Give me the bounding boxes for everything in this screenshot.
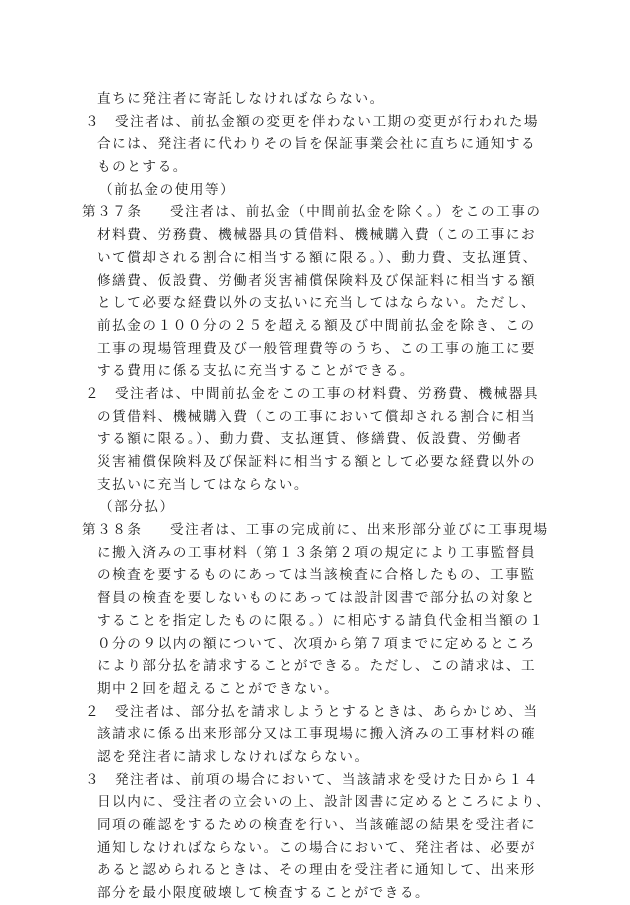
paragraph-text: 受注者は、中間前払金をこの工事の材料費、労務費、機械器具 — [115, 385, 540, 402]
continuation-text: いて償却される割合に相当する額に限る。）、動力費、支払運賃、 — [97, 249, 538, 266]
continuation-line — [0, 156, 630, 179]
paragraph-number: ２ — [85, 703, 101, 720]
article-number: 第３７条 — [82, 204, 143, 221]
article-first-line — [0, 519, 630, 542]
continuation-line — [0, 133, 630, 156]
paragraph-text: 受注者は、前払金額の変更を伴わない工期の変更が行われた場 — [115, 113, 540, 130]
continuation-line — [0, 292, 630, 315]
continuation-line — [0, 655, 630, 678]
continuation-line — [0, 746, 630, 769]
continuation-text: の検査を要するものにあっては当該検査に合格したもの、工事監 — [97, 567, 536, 584]
paragraph-first-line — [0, 769, 630, 792]
paragraph-number: ２ — [85, 385, 101, 402]
continuation-line — [0, 315, 630, 338]
continuation-text: 災害補償保険料及び保証料に相当する額として必要な経費以外の — [97, 454, 537, 470]
continuation-text: の賃借料、機械購入費（この工事において償却される割合に相当 — [97, 408, 537, 425]
continuation-line — [0, 360, 630, 383]
continuation-text: 合には、発注者に代わりその旨を保証事業会社に直ちに通知する — [97, 136, 537, 153]
continuation-text: 修繕費、仮設費、労働者災害補償保険料及び保証料に相当する額 — [97, 272, 537, 289]
continuation-text: 該請求に係る出来形部分又は工事現場に搬入済みの工事材料の確 — [97, 726, 537, 743]
continuation-line — [0, 338, 630, 361]
continuation-text: 前払金の１００分の２５を超える額及び中間前払金を除き、この — [97, 317, 536, 334]
continuation-line — [0, 451, 630, 474]
article-text: 受注者は、工事の完成前に、出来形部分並びに工事現場 — [170, 522, 549, 539]
continuation-text: 支払いに充当してはならない。 — [97, 476, 310, 493]
continuation-line — [0, 406, 630, 429]
continuation-line — [0, 428, 630, 451]
continuation-text: 通知しなければならない。この場合において、発注者は、必要が — [97, 839, 536, 856]
article-caption — [0, 496, 630, 519]
paragraph-text: 受注者は、部分払を請求しようとするときは、あらかじめ、当 — [115, 703, 539, 720]
continuation-line — [0, 814, 630, 837]
continuation-text: する額に限る。）、動力費、支払運賃、修繕費、仮設費、労働者 — [97, 431, 523, 448]
continuation-text: 工事の現場管理費及び一般管理費等のうち、この工事の施工に要 — [97, 340, 537, 357]
continuation-text: に搬入済みの工事材料（第１３条第２項の規定により工事監督員 — [97, 544, 537, 561]
paragraph-text: 発注者は、前項の場合において、当該請求を受けた日から１４ — [115, 771, 539, 788]
article-caption — [0, 179, 630, 202]
contract-text-body — [0, 88, 630, 905]
paragraph-number: ３ — [85, 771, 101, 788]
continuation-text: 期中２回を超えることができない。 — [97, 680, 340, 697]
continuation-text: 日以内に、受注者の立会いの上、設計図書に定めるところにより、 — [97, 794, 552, 811]
article-caption-text: （前払金の使用等） — [99, 181, 236, 198]
paragraph-number: ３ — [85, 113, 101, 130]
article-number: 第３８条 — [82, 522, 143, 539]
continuation-text: 材料費、労務費、機械器具の賃借料、機械購入費（この工事にお — [97, 227, 537, 244]
continuation-line — [0, 587, 630, 610]
continuation-line — [0, 633, 630, 656]
continuation-line — [0, 88, 630, 111]
paragraph-first-line — [0, 383, 630, 406]
continuation-text: あると認められるときは、その理由を受注者に通知して、出来形 — [97, 862, 536, 879]
continuation-line — [0, 564, 630, 587]
continuation-line — [0, 837, 630, 860]
continuation-line — [0, 247, 630, 270]
continuation-text: 認を発注者に請求しなければならない。 — [97, 748, 370, 765]
continuation-line — [0, 542, 630, 565]
continuation-text: 直ちに発注者に寄託しなければならない。 — [97, 91, 385, 107]
continuation-text: する費用に係る支払に充当することができる。 — [97, 363, 416, 380]
continuation-text: により部分払を請求することができる。ただし、この請求は、工 — [97, 658, 537, 675]
paragraph-first-line — [0, 111, 630, 134]
continuation-line — [0, 882, 630, 905]
continuation-line — [0, 791, 630, 814]
continuation-text: ものとする。 — [97, 159, 188, 176]
continuation-text: として必要な経費以外の支払いに充当してはならない。ただし、 — [97, 295, 537, 312]
continuation-line — [0, 723, 630, 746]
continuation-text: ０分の９以内の額について、次項から第７項までに定めるところ — [97, 635, 536, 652]
continuation-line — [0, 474, 630, 497]
continuation-text: 部分を最小限度破壊して検査することができる。 — [97, 885, 431, 902]
continuation-line — [0, 610, 630, 633]
continuation-text: 同項の確認をするための検査を行い、当該確認の結果を受注者に — [97, 817, 537, 833]
paragraph-first-line — [0, 701, 630, 724]
continuation-line — [0, 270, 630, 293]
article-first-line — [0, 201, 630, 224]
article-text: 受注者は、前払金（中間前払金を除く。）をこの工事の — [170, 204, 542, 221]
continuation-line — [0, 224, 630, 247]
continuation-line — [0, 678, 630, 701]
continuation-text: 督員の検査を要しないものにあっては設計図書で部分払の対象と — [97, 590, 537, 607]
continuation-line — [0, 859, 630, 882]
article-caption-text: （部分払） — [99, 499, 175, 516]
continuation-text: することを指定したものに限る。）に相応する請負代金相当額の１ — [97, 612, 545, 629]
